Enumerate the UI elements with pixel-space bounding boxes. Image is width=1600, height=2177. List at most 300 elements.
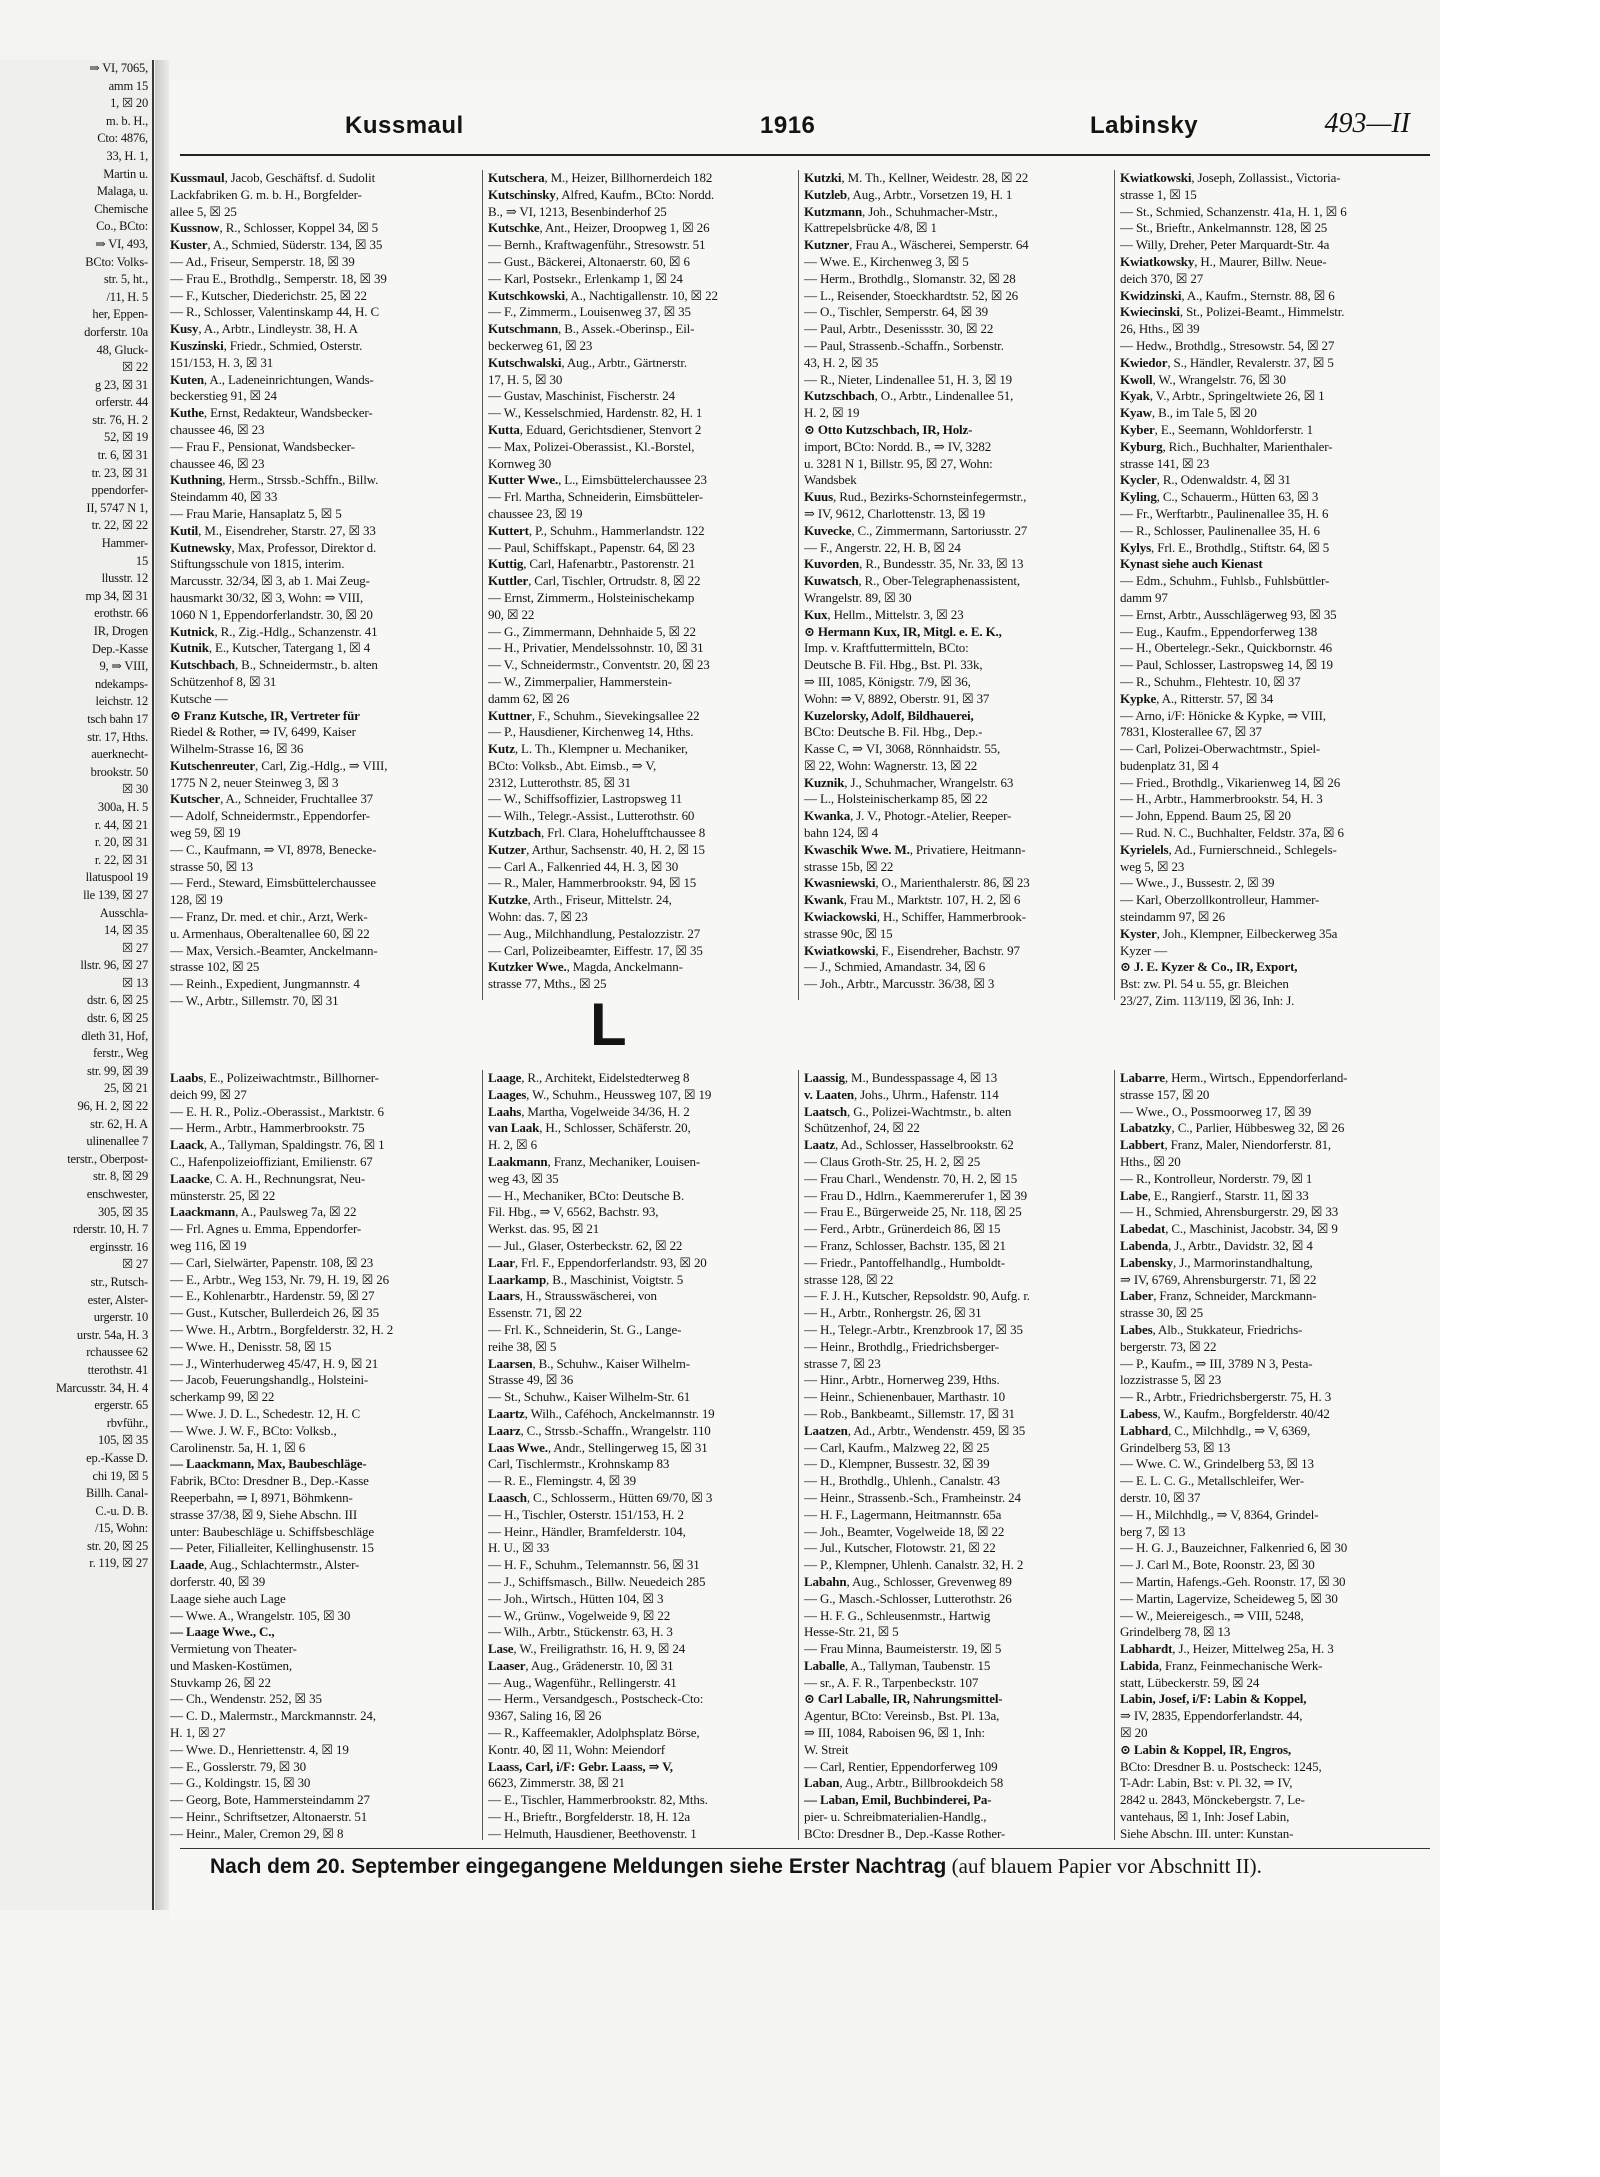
column-divider [798,170,799,1000]
directory-entry-line: — Martin, Lagervize, Scheideweg 5, ☒ 30 [1120,1590,1338,1606]
entry-headword: Laarz [488,1422,521,1438]
entry-headword: Laarsen [488,1355,533,1371]
directory-entry-line: Stuvkamp 26, ☒ 22 [170,1674,271,1690]
entry-headword: Kutzke [488,892,528,908]
directory-entry-line: Laas Wwe., Andr., Stellingerweg 15, ☒ 31 [488,1439,708,1455]
directory-entry-line: Kutil, M., Eisendreher, Starstr. 27, ☒ 33 [170,522,376,538]
entry-headword: Kutzner [804,237,850,253]
entry-headword: Laarkamp [488,1271,547,1287]
directory-entry-line: — Helmuth, Hausdiener, Beethovenstr. 1 [488,1825,697,1840]
previous-page-line: ☒ 22 [121,360,148,375]
directory-entry-line: v. Laaten, Johs., Uhrm., Hafenstr. 114 [804,1086,999,1102]
entry-headword: Kutta [488,421,520,437]
entry-headword: Kwiackowski [804,909,877,925]
directory-entry-line: Kux, Hellm., Mittelstr. 3, ☒ 23 [804,606,964,622]
entry-headword: Kuznik [804,774,845,790]
directory-entry-line: Kutta, Eduard, Gerichtsdiener, Stenvort 2 [488,421,702,437]
directory-entry-line: H. 1, ☒ 27 [170,1725,226,1741]
directory-entry-line: scherkamp 99, ☒ 22 [170,1389,275,1405]
directory-entry-line: Kutnick, R., Zig.-Hdlg., Schanzenstr. 41 [170,623,378,639]
previous-page-line: enschwester, [86,1187,148,1201]
directory-entry-line: BCto: Volksb., Abt. Eimsb., ⇒ V, [488,757,657,773]
directory-entry-line: Kycler, R., Odenwaldstr. 4, ☒ 31 [1120,472,1291,488]
directory-entry-line: chaussee 46, ☒ 23 [170,455,265,471]
footer-note-bold: Nach dem 20. September eingegangene Meldungen siehe Erster Nachtrag [210,1855,947,1878]
column-top-1 [170,170,478,1010]
directory-entry-line: Schützenhof 8, ☒ 31 [170,673,277,689]
entry-headword: Kutschenreuter [170,757,256,773]
directory-entry-line: H. U., ☒ 33 [488,1540,550,1556]
previous-page-line: II, 5747 N 1, [86,500,148,515]
directory-entry-line: — W., Schiffsoffizier, Lastropsweg 11 [488,791,683,807]
previous-page-line: Cto: 4876, [97,131,148,146]
directory-entry-line: — Carl, Sielwärter, Papenstr. 108, ☒ 23 [170,1254,374,1270]
directory-entry-line: — F. J. H., Kutscher, Repsoldstr. 90, Aufg. r. [804,1288,1030,1304]
directory-entry-line: Kwiatkowski, F., Eisendreher, Bachstr. 97 [804,942,1020,958]
directory-entry-line: Wrangelstr. 89, ☒ 30 [804,589,912,605]
directory-entry-line: — H. F., Schuhm., Telemannstr. 56, ☒ 31 [488,1557,700,1573]
previous-page-line: Malaga, u. [96,184,148,199]
directory-entry-line: — F., Zimmerm., Louisenweg 37, ☒ 35 [488,304,691,320]
column-bottom-3 [804,1070,1110,1840]
entry-headword: Laacke [170,1170,210,1186]
directory-entry-line: — Paul, Schiffskapt., Papenstr. 64, ☒ 23 [488,539,695,555]
directory-entry-line: — D., Klempner, Bussestr. 32, ☒ 39 [804,1456,990,1472]
directory-entry-line: Laasch, C., Schlosserm., Hütten 69/70, ☒ 3 [488,1489,713,1505]
directory-entry-line: Essenstr. 71, ☒ 22 [488,1305,582,1321]
previous-page-line: r. 20, ☒ 31 [94,835,148,850]
entry-headword: Labahn [804,1573,847,1589]
previous-page-line: str. 5, ht., [103,272,148,287]
directory-entry-line: — Franz, Schlosser, Bachstr. 135, ☒ 21 [804,1237,1006,1253]
previous-page-line: lle 139, ☒ 27 [83,887,148,902]
directory-entry-line: Wandsbek [804,472,857,488]
directory-entry-line: beckerweg 61, ☒ 23 [488,337,593,353]
directory-entry-line: strasse 30, ☒ 25 [1120,1305,1203,1321]
entry-headword: Kwiatkowski [804,942,876,958]
directory-entry-line: Imp. v. Kraftfuttermitteln, BCto: [804,640,969,656]
directory-entry-line: Kyaw, B., im Tale 5, ☒ 20 [1120,405,1257,421]
directory-entry-line: — W., Grünw., Vogelweide 9, ☒ 22 [488,1607,671,1623]
directory-entry-line: — H., Telegr.-Arbtr., Krenzbrook 17, ☒ 35 [804,1321,1023,1337]
directory-entry-line: chaussee 23, ☒ 19 [488,505,583,521]
directory-entry-line: — Herm., Versandgesch., Postscheck-Cto: [488,1691,704,1707]
directory-entry-line: Labenda, J., Arbtr., Davidstr. 32, ☒ 4 [1120,1237,1313,1253]
directory-entry-line: — E., Tischler, Hammerbrookstr. 82, Mths. [488,1792,708,1808]
previous-page-line: dstr. 6, ☒ 25 [86,993,148,1008]
directory-entry-line: Kasse C, ⇒ VI, 3068, Rönnhaidstr. 55, [804,741,1001,757]
column-bottom-1 [170,1070,478,1840]
directory-entry-line: — F., Angerstr. 22, H. B, ☒ 24 [804,539,961,555]
directory-entry-line: — G., Zimmermann, Dehnhaide 5, ☒ 22 [488,623,696,639]
directory-entry-line: 26, Hths., ☒ 39 [1120,321,1200,337]
directory-entry-line: — Carl A., Falkenried 44, H. 3, ☒ 30 [488,858,679,874]
entry-headword: Labbert [1120,1137,1165,1153]
directory-entry-line: Marcusstr. 32/34, ☒ 3, ab 1. Mai Zeug- [170,573,370,589]
directory-entry-line: Laar, Frl. F., Eppendorferlandstr. 93, ☒ 20 [488,1254,707,1270]
entry-headword: Kutschwalski [488,354,562,370]
previous-page-line: ep.-Kasse D. [86,1450,148,1465]
entry-headword: Kyber [1120,421,1155,437]
directory-entry-line: statt, Lübeckerstr. 59, ☒ 24 [1120,1674,1260,1690]
previous-page-line: Martin u. [103,166,148,181]
entry-headword: Kutschinsky [488,186,556,202]
directory-entry-line: — Wwe. E., Kirchenweg 3, ☒ 5 [804,253,969,269]
entry-headword: Laahs [488,1103,522,1119]
directory-entry-line: Kwoll, W., Wrangelstr. 76, ☒ 30 [1120,371,1286,387]
directory-entry-line: Kuttig, Carl, Hafenarbtr., Pastorenstr. 21 [488,556,696,572]
directory-entry-line: — H., Brothdlg., Uhlenh., Canalstr. 43 [804,1473,1000,1489]
previous-page-line: 25, ☒ 21 [104,1081,148,1096]
directory-entry-line: Kutnewsky, Max, Professor, Direktor d. [170,539,377,555]
directory-entry-line: beckerstieg 91, ☒ 24 [170,388,277,404]
previous-page-line: r. 22, ☒ 31 [94,852,148,867]
entry-headword: Laartz [488,1405,525,1421]
directory-entry-line: Labbert, Franz, Maler, Niendorferstr. 81, [1120,1137,1332,1153]
column-divider [482,170,483,1000]
directory-entry-line: Wilhelm-Strasse 16, ☒ 36 [170,741,304,757]
previous-page-line: amm 15 [108,78,148,93]
directory-entry-line: — Frl. Agnes u. Emma, Eppendorfer- [170,1221,362,1237]
entry-headword: Laassig [804,1070,845,1085]
directory-entry-line: ⊙ Labin & Koppel, IR, Engros, [1120,1741,1292,1757]
directory-entry-line: Kuster, A., Schmied, Süderstr. 134, ☒ 35 [170,237,383,253]
previous-page-line: ferstr., Weg [92,1046,148,1061]
previous-page-line: ⇒ VI, 493, [95,236,148,251]
directory-entry-line: Laatsch, G., Polizei-Wachtmstr., b. alten [804,1103,1012,1119]
column-bottom-4 [1120,1070,1420,1840]
entry-headword: Kux [804,606,828,622]
directory-entry-line: Kuvorden, R., Bundesstr. 35, Nr. 33, ☒ 13 [804,556,1024,572]
directory-entry-line: Laacke, C. A. H., Rechnungsrat, Neu- [170,1170,365,1186]
directory-entry-line: 9367, Saling 16, ☒ 26 [488,1708,602,1724]
directory-entry-line: Carl, Tischlermstr., Krohnskamp 83 [488,1456,670,1472]
entry-headword: Laabs [170,1070,204,1085]
directory-entry-line: — Wilh., Telegr.-Assist., Lutterothstr. 60 [488,808,695,824]
directory-entry-line: — Ad., Friseur, Semperstr. 18, ☒ 39 [170,253,355,269]
directory-entry-line: ☒ 20 [1120,1725,1148,1741]
previous-page-line: str. 17, Hths. [87,729,148,744]
directory-entry-line: — Wwe. H., Denisstr. 58, ☒ 15 [170,1338,332,1354]
directory-entry-line: Kwiatkowski, Joseph, Zollassist., Victoria- [1120,170,1341,185]
directory-entry-line: ☒ 22, Wohn: Wagnerstr. 13, ☒ 22 [804,757,978,773]
entry-headword: Kutschbach [170,657,235,673]
directory-entry-line: — R., Arbtr., Friedrichsbergerstr. 75, H. 3 [1120,1389,1332,1405]
entry-headword: Labatzky [1120,1120,1172,1136]
entry-headword: v. Laaten [804,1086,854,1102]
directory-entry-line: — Wwe., O., Possmoorweg 17, ☒ 39 [1120,1103,1312,1119]
directory-entry-line: Labin, Josef, i/F: Labin & Koppel, [1120,1691,1307,1707]
directory-entry-line: Kuznik, J., Schuhmacher, Wrangelstr. 63 [804,774,1014,790]
previous-page-line: str. 20, ☒ 25 [86,1538,148,1553]
book-gutter [155,60,169,1910]
directory-entry-line: Kwasniewski, O., Marienthalerstr. 86, ☒ 23 [804,875,1030,891]
directory-entry-line: Lase, W., Freiligrathstr. 16, H. 9, ☒ 24 [488,1641,686,1657]
directory-entry-line: — John, Eppend. Baum 25, ☒ 20 [1120,808,1291,824]
directory-page [170,80,1440,1920]
directory-entry-line: — G., Koldingstr. 15, ☒ 30 [170,1775,311,1791]
directory-entry-line: reihe 38, ☒ 5 [488,1338,557,1354]
directory-entry-line: Kyling, C., Schauerm., Hütten 63, ☒ 3 [1120,489,1319,505]
directory-entry-line: — Peter, Filialleiter, Kellinghusenstr. 15 [170,1540,374,1556]
previous-page-line: ndekamps- [94,676,148,691]
entry-headword: Kuthe [170,405,204,421]
previous-page-line: dorferstr. 10a [84,324,148,339]
directory-entry-line: — H., Milchhdlg., ⇒ V, 8364, Grindel- [1120,1506,1319,1522]
entry-headword: Kycler [1120,472,1157,488]
directory-entry-line: Labedat, C., Maschinist, Jacobstr. 34, ☒ 9 [1120,1221,1338,1237]
directory-entry-line: Laabs, E., Polizeiwachtmstr., Billhorner- [170,1070,379,1085]
directory-entry-line: Kutschmann, B., Assek.-Oberinsp., Eil- [488,321,695,337]
entry-headword: Labenda [1120,1237,1169,1253]
directory-entry-line: Laage siehe auch Lage [170,1590,286,1606]
previous-page-line: ☒ 30 [121,782,148,797]
directory-entry-line: derstr. 10, ☒ 37 [1120,1489,1201,1505]
previous-page-line: str. 76, H. 2 [92,412,148,427]
entry-headword: Laackmann [170,1204,236,1220]
directory-entry-line: strasse 141, ☒ 23 [1120,455,1210,471]
directory-entry-line: — H., Arbtr., Hammerbrookstr. 54, H. 3 [1120,791,1323,807]
entry-headword: Laar [488,1254,515,1270]
entry-headword: Laars [488,1288,520,1304]
entry-headword: Kuus [804,489,834,505]
previous-page-line: tr. 22, ☒ 22 [91,518,148,533]
directory-entry-line: lozzistrasse 5, ☒ 23 [1120,1372,1222,1388]
directory-entry-line: Laballe, A., Tallyman, Taubenstr. 15 [804,1657,991,1673]
directory-entry-line: 151/153, H. 3, ☒ 31 [170,354,274,370]
directory-entry-line: weg 59, ☒ 19 [170,825,241,841]
previous-page-line: erginsstr. 16 [89,1239,148,1254]
directory-entry-line: Kutnik, E., Kutscher, Tatergang 1, ☒ 4 [170,640,371,656]
directory-entry-line: — R., Schuhm., Flehtestr. 10, ☒ 37 [1120,673,1301,689]
entry-headword: Kyster [1120,925,1157,941]
previous-page-line: chi 19, ☒ 5 [92,1468,148,1483]
entry-headword: Kuwatsch [804,573,859,589]
directory-entry-line: berg 7, ☒ 13 [1120,1523,1186,1539]
directory-entry-line: — Jul., Kutscher, Flotowstr. 21, ☒ 22 [804,1540,996,1556]
directory-entry-line: Steindamm 40, ☒ 33 [170,489,278,505]
page-header [170,108,1440,148]
directory-entry-line: und Masken-Kostümen, [170,1657,292,1673]
directory-entry-line: bahn 124, ☒ 4 [804,825,878,841]
entry-headword: Kuster [170,237,208,253]
directory-entry-line: — Frau Charl., Wendenstr. 70, H. 2, ☒ 15 [804,1170,1018,1186]
directory-entry-line: ⇒ IV, 2835, Eppendorferlandstr. 44, [1120,1708,1303,1724]
directory-entry-line: 1775 N 2, neuer Steinweg 3, ☒ 3 [170,774,339,790]
directory-entry-line: — Hinr., Arbtr., Hornerweg 239, Hths. [804,1372,1000,1388]
directory-entry-line: Laackmann, A., Paulsweg 7a, ☒ 22 [170,1204,357,1220]
directory-entry-line: Kutschera, M., Heizer, Billhornerdeich 182 [488,170,713,185]
entry-headword: Kyling [1120,489,1157,505]
previous-page-line: tterothstr. 41 [87,1362,148,1377]
previous-page-strip [0,60,154,1910]
directory-entry-line: strasse 90c, ☒ 15 [804,925,893,941]
directory-entry-line: Laars, H., Strausswäscherei, von [488,1288,657,1304]
directory-entry-line: Laarsen, B., Schuhw., Kaiser Wilhelm- [488,1355,690,1371]
directory-entry-line: Kuttert, P., Schuhm., Hammerlandstr. 122 [488,522,705,538]
directory-entry-line: strasse 157, ☒ 20 [1120,1086,1210,1102]
entry-headword: Laatsch [804,1103,848,1119]
directory-entry-line: Kussmaul, Jacob, Geschäftsf. d. Sudolit [170,170,376,185]
directory-entry-line: Fil. Hbg., ⇒ V, 6562, Bachstr. 93, [488,1204,659,1220]
entry-headword: Labhard [1120,1422,1169,1438]
directory-entry-line: Fabrik, BCto: Dresdner B., Dep.-Kasse [170,1473,369,1489]
directory-entry-line: Laarz, C., Strssb.-Schaffn., Wrangelstr. 110 [488,1422,711,1438]
directory-entry-line: H. 2, ☒ 19 [804,405,860,421]
directory-entry-line: — Wwe., J., Bussestr. 2, ☒ 39 [1120,875,1275,891]
directory-entry-line: — Max, Polizei-Oberassist., Kl.-Borstel, [488,438,695,454]
directory-entry-line: — R., Nieter, Lindenallee 51, H. 3, ☒ 19 [804,371,1013,387]
directory-entry-line: — H., Brieftr., Borgfelderstr. 18, H. 12a [488,1809,690,1825]
directory-entry-line: — Bernh., Kraftwagenführ., Stresowstr. 51 [488,237,706,253]
directory-entry-line: BCto: Dresdner B. u. Postscheck: 1245, [1120,1758,1322,1774]
entry-headword: Laasch [488,1489,527,1505]
entry-headword: Kutschkowski [488,287,565,303]
directory-entry-line: — Paul, Schlosser, Lastropsweg 14, ☒ 19 [1120,657,1333,673]
directory-entry-line: Laack, A., Tallyman, Spaldingstr. 76, ☒ 1 [170,1137,385,1153]
previous-page-line: 105, ☒ 35 [97,1433,148,1448]
directory-entry-line: Kwiackowski, H., Schiffer, Hammerbrook- [804,909,1026,925]
entry-headword: Labarre [1120,1070,1165,1085]
directory-entry-line: — Wwe. D., Henriettenstr. 4, ☒ 19 [170,1741,349,1757]
entry-headword: Labes [1120,1321,1153,1337]
directory-entry-line: Kuttler, Carl, Tischler, Ortrudstr. 8, ☒ 22 [488,573,701,589]
directory-entry-line: — Wwe. C. W., Grindelberg 53, ☒ 13 [1120,1456,1314,1472]
entry-headword: Kwasniewski [804,875,876,891]
previous-page-line: tsch bahn 17 [87,711,148,726]
previous-page-line: orferstr. 44 [95,395,148,410]
directory-entry-line: — sr., A. F. R., Tarpenbeckstr. 107 [804,1674,979,1690]
directory-entry-line: unter: Baubeschläge u. Schiffsbeschläge [170,1523,375,1539]
directory-entry-line: — Fr., Werftarbtr., Paulinenallee 35, H. 6 [1120,505,1329,521]
directory-entry-line: Kuzelorsky, Adolf, Bildhauerei, [804,707,974,723]
directory-entry-line: Labarre, Herm., Wirtsch., Eppendorferland- [1120,1070,1348,1085]
directory-entry-line: — Ernst, Arbtr., Ausschlägerweg 93, ☒ 35 [1120,606,1337,622]
previous-page-line: ulinenallee 7 [86,1134,148,1149]
directory-entry-line: — Heinr., Maler, Cremon 29, ☒ 8 [170,1825,344,1840]
previous-page-line: 52, ☒ 19 [104,430,148,445]
entry-headword: Kuttig [488,556,524,572]
directory-entry-line: strasse 102, ☒ 25 [170,959,260,975]
entry-headword: Kutschmann [488,321,559,337]
directory-entry-line: 128, ☒ 19 [170,892,223,908]
directory-entry-line: ⇒ IV, 9612, Charlottenstr. 13, ☒ 19 [804,505,985,521]
directory-entry-line: Kutter Wwe., L., Eimsbüttelerchaussee 23 [488,472,707,488]
entry-headword: Labess [1120,1405,1158,1421]
directory-entry-line: 7831, Klosterallee 67, ☒ 37 [1120,724,1262,740]
previous-page-line: str. 8, ☒ 29 [93,1169,148,1184]
previous-page-line: str. 99, ☒ 39 [86,1063,148,1078]
directory-entry-line: — H., Tischler, Osterstr. 151/153, H. 2 [488,1506,684,1522]
directory-entry-line: — R., Maler, Hammerbrookstr. 94, ☒ 15 [488,875,697,891]
directory-entry-line: — E. L. C. G., Metallschleifer, Wer- [1120,1473,1304,1489]
directory-entry-line: chaussee 46, ☒ 23 [170,421,265,437]
directory-entry-line: Laatz, Ad., Schlosser, Hasselbrookstr. 62 [804,1137,1014,1153]
directory-entry-line: — Jul., Glaser, Osterbeckstr. 62, ☒ 22 [488,1237,683,1253]
previous-page-line: mp 34, ☒ 31 [85,588,148,603]
directory-entry-line: Kuthe, Ernst, Redakteur, Wandsbecker- [170,405,373,421]
directory-entry-line: — W., Kesselschmied, Hardenstr. 82, H. 1 [488,405,703,421]
directory-entry-line: — J., Schiffsmasch., Billw. Neuedeich 285 [488,1573,706,1589]
entry-headword: Kuttert [488,522,529,538]
directory-entry-line: — C. D., Malermstr., Marckmannstr. 24, [170,1708,376,1724]
directory-entry-line: Kattrepelsbrücke 4/8, ☒ 1 [804,220,937,236]
entry-headword: van Laak [488,1120,540,1136]
previous-page-line: llusstr. 12 [101,571,148,586]
previous-page-line: Hammer- [101,536,148,551]
directory-entry-line: Kutsche — [170,690,228,706]
previous-page-line: Ausschla- [99,905,148,920]
entry-headword: Kutnik [170,640,209,656]
previous-page-line: 33, H. 1, [106,148,148,163]
directory-entry-line: Labess, W., Kaufm., Borgfelderstr. 40/42 [1120,1405,1330,1421]
directory-entry-line: allee 5, ☒ 25 [170,203,237,219]
directory-entry-line: Labhardt, J., Heizer, Mittelweg 25a, H. 3 [1120,1641,1334,1657]
previous-page-line: 9, ⇒ VIII, [99,659,148,674]
entry-headword: Laballe [804,1657,845,1673]
directory-entry-line: Kwiatkowsky, H., Maurer, Billw. Neue- [1120,253,1327,269]
previous-page-line: ☒ 13 [121,975,148,990]
directory-entry-line: 6623, Zimmerstr. 38, ☒ 21 [488,1775,625,1791]
entry-headword: Kwiatkowski [1120,170,1192,185]
directory-entry-line: Kutschke, Ant., Heizer, Droopweg 1, ☒ 26 [488,220,710,236]
directory-entry-line: steindamm 97, ☒ 26 [1120,909,1226,925]
directory-entry-line: Kutzmann, Joh., Schuhmacher-Mstr., [804,203,998,219]
directory-entry-line: Kuus, Rud., Bezirks-Schornsteinfegermstr., [804,489,1027,505]
directory-entry-line: — Paul, Strassenb.-Schaffn., Sorbenstr. [804,337,1004,353]
directory-entry-line: — Rud. N. C., Buchhalter, Feldstr. 37a, ☒ 6 [1120,825,1344,841]
directory-entry-line: Laatzen, Ad., Arbtr., Wendenstr. 459, ☒ 35 [804,1422,1026,1438]
previous-page-line: urgerstr. 10 [93,1310,148,1325]
directory-entry-line: strasse 77, Mths., ☒ 25 [488,976,607,992]
previous-page-line: Chemische [94,201,148,216]
directory-entry-line: — W., Meiereigesch., ⇒ VIII, 5248, [1120,1607,1304,1623]
directory-entry-line: — V., Schneidermstr., Conventstr. 20, ☒ 23 [488,657,710,673]
entry-headword: Kuten [170,371,204,387]
previous-page-line: erothstr. 66 [94,606,148,621]
entry-headword: Kwiedor [1120,354,1168,370]
directory-entry-line: Kuwatsch, R., Ober-Telegraphenassistent, [804,573,1020,589]
directory-entry-line: — Joh., Beamter, Vogelweide 18, ☒ 22 [804,1523,1005,1539]
directory-entry-line: — St., Schmied, Schanzenstr. 41a, H. 1, ☒ 6 [1120,203,1347,219]
directory-entry-line: — P., Kaufm., ⇒ III, 3789 N 3, Pesta- [1120,1355,1313,1371]
entry-headword: Kyburg [1120,438,1163,454]
directory-entry-line: — F., Kutscher, Diederichstr. 25, ☒ 22 [170,287,367,303]
previous-page-line: urstr. 54a, H. 3 [76,1327,148,1342]
directory-entry-line: Laass, Carl, i/F: Gebr. Laass, ⇒ V, [488,1758,673,1774]
directory-entry-line: Kwanka, J. V., Photogr.-Atelier, Reeper- [804,808,1012,824]
directory-entry-line: — Heinr., Schienenbauer, Marthastr. 10 [804,1389,1006,1405]
directory-entry-line: — Georg, Bote, Hammersteindamm 27 [170,1792,370,1808]
directory-entry-line: deich 99, ☒ 27 [170,1086,247,1102]
entry-headword: Kutnewsky [170,539,232,555]
entry-headword: Kwiatkowsky [1120,253,1195,269]
directory-entry-line: Reeperbahn, ⇒ I, 8971, Böhmkenn- [170,1489,353,1505]
previous-page-line: 1, ☒ 20 [110,96,148,111]
directory-entry-line: — J., Schmied, Amandastr. 34, ☒ 6 [804,959,986,975]
directory-entry-line: weg 116, ☒ 19 [170,1237,247,1253]
directory-entry-line: BCto: Dresdner B., Dep.-Kasse Rother- [804,1825,1006,1840]
directory-entry-line: Kuszinski, Friedr., Schmied, Osterstr. [170,337,363,353]
previous-page-line: 15 [135,553,148,568]
directory-entry-line: — H. F. G., Schleusenmstr., Hartwig [804,1607,991,1623]
section-letter: L [590,991,627,1058]
previous-page-line: 305, ☒ 35 [97,1204,148,1219]
directory-entry-line: Kuthning, Herm., Strssb.-Schffn., Billw. [170,472,379,488]
directory-entry-line: van Laak, H., Schlosser, Schäferstr. 20, [488,1120,691,1136]
previous-page-line: llatuspool 19 [85,870,148,885]
directory-entry-line: weg 5, ☒ 23 [1120,858,1185,874]
